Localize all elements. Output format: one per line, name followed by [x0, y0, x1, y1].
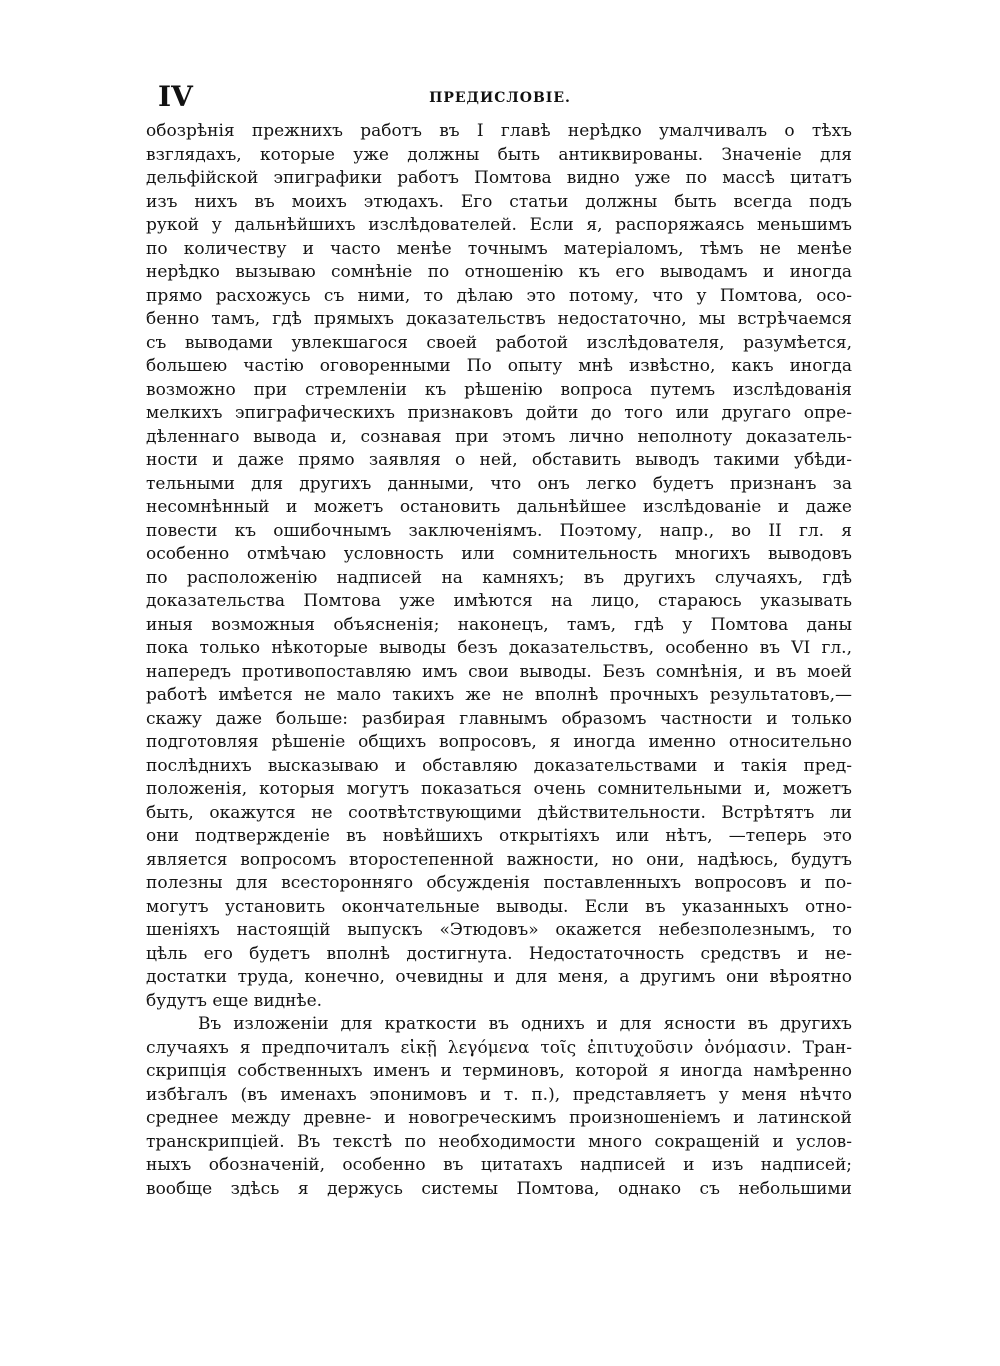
text-line: полезны для всесторонняго обсужденія поставленныхъ вопросовъ и по- — [146, 873, 852, 893]
text-line: возможно при стремленіи къ рѣшенію вопроса путемъ изслѣдованія — [146, 379, 852, 400]
text-line: является вопросомъ второстепенной важности, но они, надѣюсь, будутъ — [146, 849, 852, 870]
text-line: бенно тамъ, гдѣ прямыхъ доказательствъ недостаточно, мы встрѣчаемся — [146, 309, 852, 329]
text-line: случаяхъ я предпочиталъ εἰκῇ λεγόμενα τοῖς ἐπιτυχοῦσιν ὀνόμασιν. Тран- — [146, 1037, 852, 1058]
text-line: по количеству и часто менѣе точнымъ матеріаломъ, тѣмъ не менѣе — [146, 238, 852, 259]
text-line: могутъ установить окончательные выводы. Если въ указанныхъ отно- — [146, 896, 852, 917]
running-head — [148, 80, 852, 114]
section-title: ПРЕДИСЛОВІЕ. — [429, 90, 571, 106]
text-line: подготовляя рѣшеніе общихъ вопросовъ, я иногда именно относительно — [146, 732, 852, 752]
text-line: послѣднихъ высказываю и обставляю доказательствами и такія пред- — [146, 755, 852, 776]
text-line: изъ нихъ въ моихъ этюдахъ. Его статьи должны быть всегда подъ — [146, 191, 852, 212]
text-line: нерѣдко вызываю сомнѣніе по отношенію къ его выводамъ и иногда — [146, 262, 852, 282]
text-line: напередъ противопоставляю имъ свои выводы. Безъ сомнѣнія, и въ моей — [146, 661, 852, 682]
text-line: рукой у дальнѣйшихъ изслѣдователей. Если я, распоряжаясь меньшимъ — [146, 215, 852, 235]
text-line: будутъ еще виднѣе. — [146, 990, 323, 1011]
text-line: взглядахъ, которые уже должны быть антиквированы. Значеніе для — [146, 144, 852, 165]
text-line: иныя возможныя объясненія; наконецъ, тамъ, гдѣ у Помтова даны — [146, 614, 852, 635]
text-line: особенно отмѣчаю условность или сомнительность многихъ выводовъ — [146, 544, 852, 564]
text-line: скажу даже больше: разбирая главнымъ образомъ частности и только — [146, 708, 852, 729]
text-line: съ выводами увлекшагося своей работой изслѣдователя, разумѣется, — [146, 332, 852, 353]
body-text — [146, 120, 852, 1201]
text-line: работѣ имѣется не мало такихъ же не вполнѣ прочныхъ результатовъ,— — [146, 685, 852, 705]
page-number: IV — [158, 80, 193, 113]
text-line: они подтвержденіе въ новѣйшихъ открытіяхъ или нѣтъ, —теперь это — [146, 826, 852, 846]
text-line: мелкихъ эпиграфическихъ признаковъ дойти до того или другаго опре- — [146, 403, 852, 423]
text-line: доказательства Помтова уже имѣются на лицо, стараюсь указывать — [146, 591, 852, 611]
text-line: повести къ ошибочнымъ заключеніямъ. Поэтому, напр., во II гл. я — [146, 520, 852, 541]
text-line: среднее между древне- и новогреческимъ произношеніемъ и латинской — [146, 1108, 852, 1128]
text-line: положенія, которыя могутъ показаться очень сомнительными и, можетъ — [146, 779, 852, 799]
text-line: дѣленнаго вывода и, сознавая при этомъ лично неполноту доказатель- — [146, 426, 852, 447]
text-line: ныхъ обозначеній, особенно въ цитатахъ надписей и изъ надписей; — [146, 1155, 852, 1175]
text-line: пока только нѣкоторые выводы безъ доказательствъ, особенно въ VI гл., — [146, 638, 852, 658]
text-line: Въ изложеніи для краткости въ однихъ и для ясности въ другихъ — [198, 1014, 852, 1034]
text-line: достатки труда, конечно, очевидны и для меня, а другимъ они вѣроятно — [146, 967, 852, 987]
text-line: большею частію оговоренными По опыту мнѣ извѣстно, какъ иногда — [146, 356, 852, 376]
text-line: шеніяхъ настоящій выпускъ «Этюдовъ» окажется небезполезнымъ, то — [146, 920, 852, 940]
text-line: быть, окажутся не соотвѣтствующими дѣйствительности. Встрѣтятъ ли — [146, 802, 852, 823]
text-line: по расположенію надписей на камняхъ; въ другихъ случаяхъ, гдѣ — [146, 567, 852, 588]
text-line: ности и даже прямо заявляя о ней, обставить выводъ такими убѣди- — [146, 450, 852, 470]
text-line: несомнѣнный и можетъ остановить дальнѣйшее изслѣдованіе и даже — [146, 497, 852, 517]
text-line: цѣль его будетъ вполнѣ достигнута. Недостаточность средствъ и не- — [146, 943, 852, 964]
text-line: транскрипціей. Въ текстѣ по необходимости много сокращеній и услов- — [146, 1131, 852, 1152]
text-line: избѣгалъ (въ именахъ эпонимовъ и т. п.), представляетъ у меня нѣчто — [146, 1084, 852, 1105]
text-line: тельными для другихъ данными, что онъ легко будетъ признанъ за — [146, 473, 852, 494]
text-line: вообще здѣсь я держусь системы Помтова, однако съ небольшими — [146, 1178, 852, 1199]
text-line: обозрѣнія прежнихъ работъ въ I главѣ нерѣдко умалчивалъ о тѣхъ — [146, 121, 852, 141]
text-line: скрипція собственныхъ именъ и терминовъ, которой я иногда намѣренно — [146, 1061, 852, 1081]
text-line: прямо расхожусь съ ними, то дѣлаю это потому, что у Помтова, осо- — [146, 285, 852, 306]
text-line: дельфійской эпиграфики работъ Помтова видно уже по массѣ цитатъ — [146, 168, 852, 188]
